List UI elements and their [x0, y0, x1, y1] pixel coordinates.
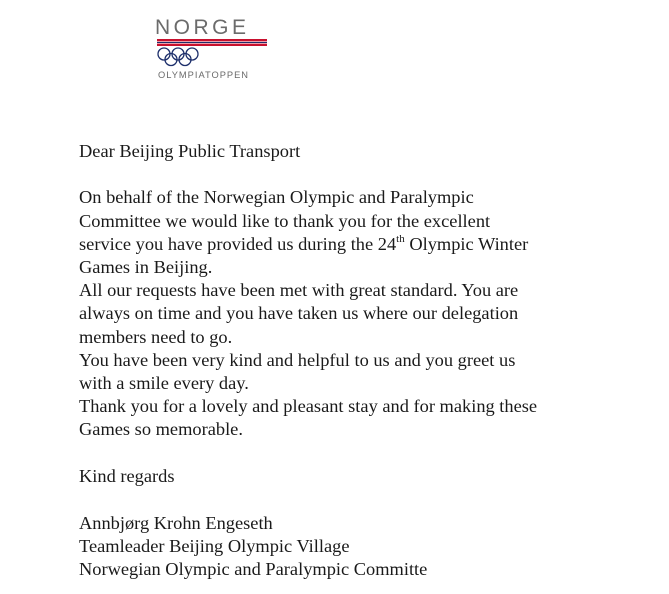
paragraph-line: with a smile every day. [79, 373, 249, 394]
paragraph-line: Games in Beijing. [79, 257, 213, 277]
logo-subtitle: OLYMPIATOPPEN [158, 70, 250, 80]
norwegian-flag-stripe-icon [157, 39, 267, 46]
salutation: Dear Beijing Public Transport [79, 141, 301, 161]
paragraph-line: always on time and you have taken us where our delegation [79, 303, 519, 324]
olympiatoppen-logo [152, 14, 277, 86]
ordinal-superscript: th [396, 232, 405, 245]
paragraph-line: Thank you for a lovely and pleasant stay and for making these [79, 396, 538, 417]
signature-title: Teamleader Beijing Olympic Village [79, 536, 350, 557]
signature-name: Annbjørg Krohn Engeseth [79, 512, 273, 533]
olympic-rings-icon [156, 47, 210, 67]
letter-body [79, 140, 659, 581]
paragraph-line: On behalf of the Norwegian Olympic and Paralympic [79, 187, 474, 208]
paragraph-line: Committee we would like to thank you for the excellent [79, 210, 491, 231]
paragraph-line-with-superscript [79, 233, 659, 256]
paragraph-line: Games so memorable. [79, 419, 243, 440]
closing: Kind regards [79, 465, 175, 486]
paragraph-text: Olympic Winter [404, 233, 529, 254]
logo-wordmark: NORGE [155, 16, 250, 39]
paragraph-line: You have been very kind and helpful to us and you greet us [79, 349, 516, 370]
paragraph-line: All our requests have been met with great standard. You are [79, 280, 519, 301]
paragraph-line: members need to go. [79, 326, 233, 347]
paragraph-text: service you have provided us during the 24 [79, 233, 397, 254]
signature-organization: Norwegian Olympic and Paralympic Committe [79, 559, 428, 580]
